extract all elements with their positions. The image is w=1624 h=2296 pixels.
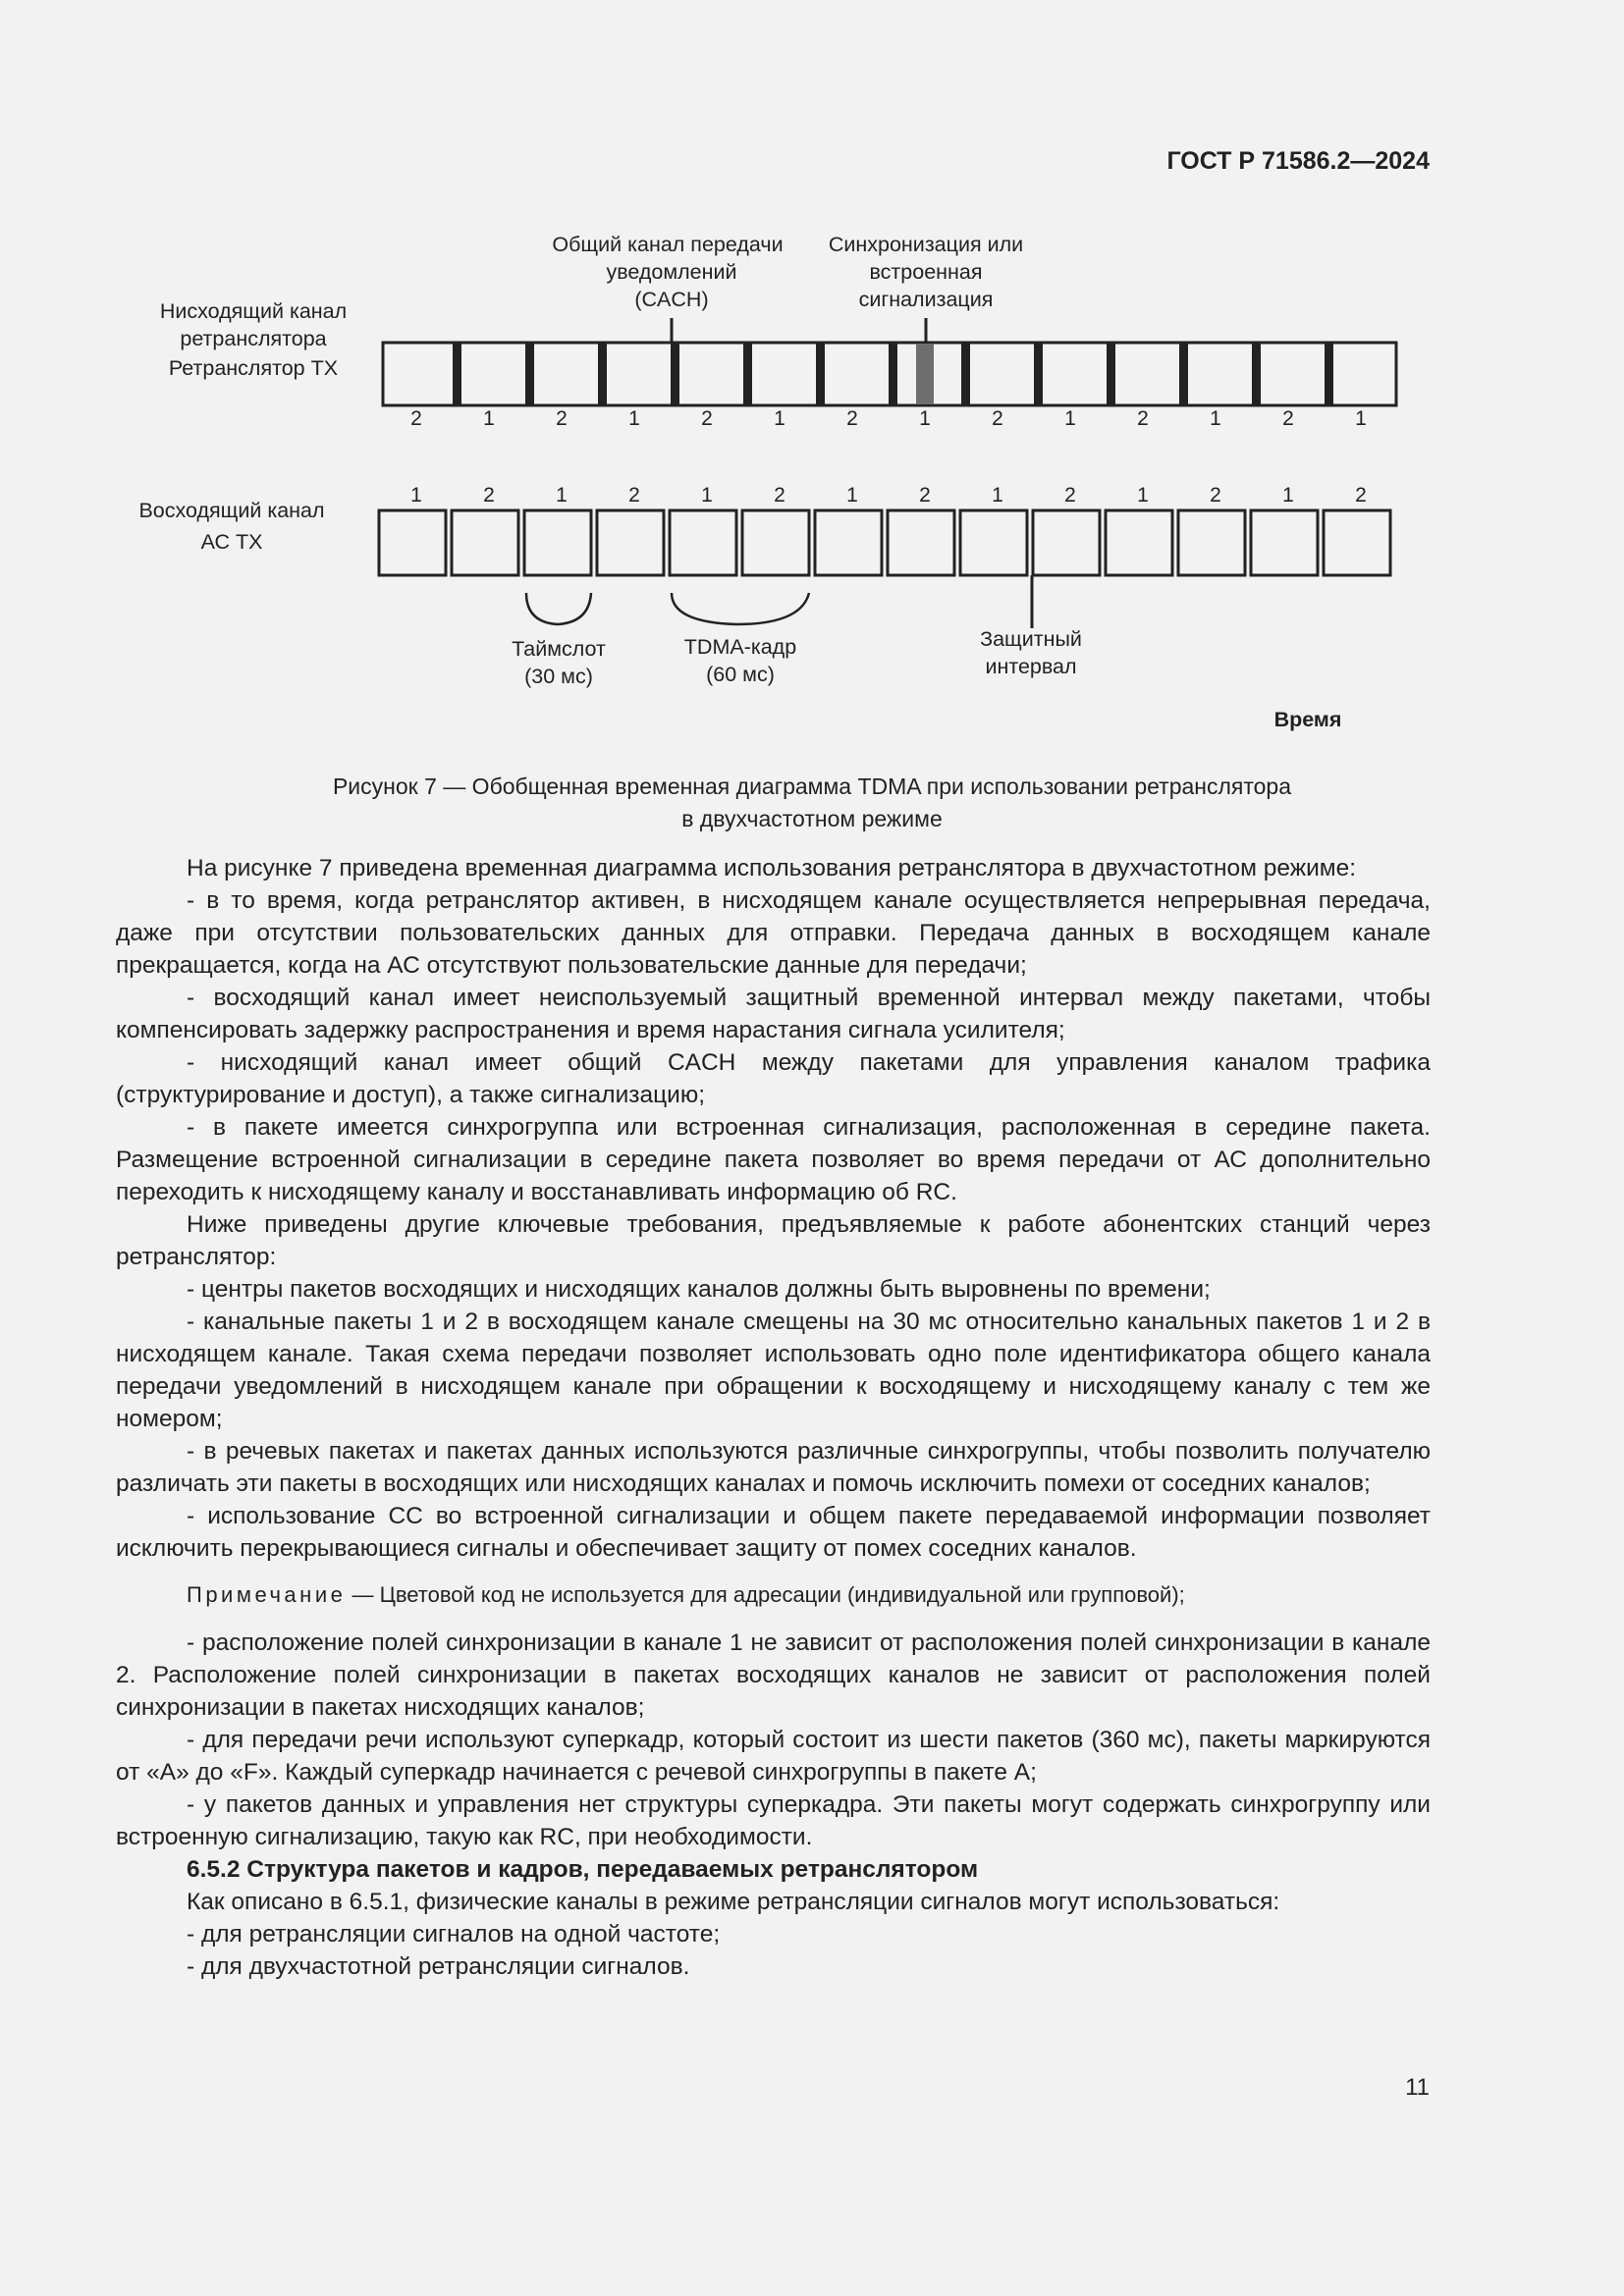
tdma-frame-brace: [672, 593, 809, 624]
downlink-slot-number: 2: [992, 407, 1003, 430]
body-text: [116, 852, 1431, 1983]
uplink-timeslot: [379, 510, 446, 575]
downlink-slot-number: 1: [628, 407, 640, 430]
downlink-label-line1: Нисходящий канал: [159, 299, 348, 323]
downlink-slot-number: 1: [919, 407, 931, 430]
downlink-slot-number: 2: [846, 407, 858, 430]
section-heading: 6.5.2 Структура пакетов и кадров, передаваемых ретранслятором: [187, 1856, 979, 1883]
document-id: ГОСТ Р 71586.2—2024: [1166, 147, 1430, 175]
figure-caption: [0, 771, 1624, 835]
list-item: - центры пакетов восходящих и нисходящих каналов должны быть выровнены по времени;: [187, 1276, 1211, 1303]
downlink-label-line3: Ретранслятор TX: [168, 356, 339, 380]
guard-label-line1: Защитный: [980, 627, 1082, 651]
list-item: - для ретрансляции сигналов на одной частоте;: [187, 1921, 721, 1948]
uplink-slot-number: 1: [1137, 484, 1149, 507]
figure-caption-line1: Рисунок 7 — Обобщенная временная диаграмма TDMA при использовании ретранслятора: [332, 774, 1292, 799]
list-item: - восходящий канал имеет неиспользуемый защитный временной интервал между пакетами, чтобы компенсировать задержку распространения и время нарастания сигнала усилителя;: [116, 985, 1431, 1043]
list-item: - в речевых пакетах и пакетах данных используются различные синхрогруппы, чтобы позволить получателю различать эти пакеты в восходящих или нисходящих каналах и помочь исключить помехи от соседних каналов;: [116, 1438, 1431, 1497]
uplink-timeslot: [452, 510, 518, 575]
list-item: - для передачи речи используют суперкадр, который состоит из шести пакетов (360 мс), пакеты маркируются от «A» до «F». Каждый суперкадр начинается с речевой синхрогруппы в пакете A;: [116, 1727, 1431, 1786]
downlink-slot-number: 2: [556, 407, 568, 430]
sync-label-line1: Синхронизация или: [828, 233, 1024, 256]
page-number: 11: [1405, 2074, 1430, 2101]
tdma-timing-diagram: [0, 0, 1624, 746]
uplink-timeslot: [1324, 510, 1390, 575]
downlink-slot-number: 2: [1282, 407, 1294, 430]
cach-separator: [598, 344, 607, 404]
downlink-slot-number: 1: [1210, 407, 1221, 430]
downlink-slot-number: 1: [483, 407, 495, 430]
cach-separator: [1179, 344, 1188, 404]
uplink-slot-number: 2: [483, 484, 495, 507]
paragraph: Ниже приведены другие ключевые требования, предъявляемые к работе абонентских станций через ретранслятор:: [116, 1211, 1431, 1270]
uplink-slot-number: 2: [1355, 484, 1367, 507]
cach-label-line1: Общий канал передачи: [552, 233, 784, 256]
downlink-slot-number: 1: [1355, 407, 1367, 430]
downlink-slot-number: 2: [410, 407, 422, 430]
cach-separator: [525, 344, 534, 404]
paragraph: На рисунке 7 приведена временная диаграмма использования ретранслятора в двухчастотном режиме:: [187, 855, 1357, 881]
timeslot-label-line2: (30 мс): [524, 665, 593, 688]
cach-separator: [453, 344, 461, 404]
uplink-slot-number: 1: [1282, 484, 1294, 507]
timeslot-brace: [526, 593, 591, 624]
downlink-slot-number: 2: [701, 407, 713, 430]
cach-separator: [889, 344, 897, 404]
tdma-frame-label-line2: (60 мс): [706, 663, 775, 686]
sync-signalling-block: [916, 344, 934, 404]
list-item: - канальные пакеты 1 и 2 в восходящем канале смещены на 30 мс относительно канальных пакетов 1 и 2 в нисходящем канале. Такая схема передачи позволяет использовать одно поле идентификатора общего канала передачи уведомлений в нисходящем канале при обращении к восходящему и нисходящему каналу с тем же номером;: [116, 1308, 1431, 1432]
uplink-slot-number: 1: [410, 484, 422, 507]
uplink-timeslot: [524, 510, 591, 575]
cach-separator: [816, 344, 825, 404]
cach-separator: [1107, 344, 1115, 404]
cach-separator: [1034, 344, 1043, 404]
cach-label-line3: (CACH): [634, 288, 709, 311]
downlink-slot-number: 1: [1064, 407, 1076, 430]
cach-separator: [961, 344, 970, 404]
uplink-timeslot: [888, 510, 954, 575]
downlink-slot-number: 1: [774, 407, 785, 430]
uplink-timeslot: [1106, 510, 1172, 575]
sync-label-line2: встроенная: [869, 260, 983, 284]
tdma-frame-label-line1: TDMA-кадр: [683, 635, 797, 659]
cach-separator: [1325, 344, 1333, 404]
cach-separator: [743, 344, 752, 404]
list-item: - у пакетов данных и управления нет структуры суперкадра. Эти пакеты могут содержать синхрогруппу или встроенную сигнализацию, такую как RC, при необходимости.: [116, 1791, 1431, 1850]
cach-separator: [1252, 344, 1261, 404]
uplink-timeslot: [597, 510, 664, 575]
uplink-slot-number: 2: [1064, 484, 1076, 507]
cach-separator: [671, 344, 679, 404]
uplink-slot-number: 2: [628, 484, 640, 507]
uplink-label-line1: Восходящий канал: [138, 499, 325, 522]
timeslot-label-line1: Таймслот: [512, 637, 606, 661]
uplink-timeslot: [1178, 510, 1245, 575]
uplink-timeslot: [960, 510, 1027, 575]
uplink-slot-number: 2: [919, 484, 931, 507]
downlink-slot-number: 2: [1137, 407, 1149, 430]
uplink-timeslot: [1251, 510, 1318, 575]
list-item: - в то время, когда ретранслятор активен, в нисходящем канале осуществляется непрерывная передача, даже при отсутствии пользовательских данных для отправки. Передача данных в восходящем канале прекращается, когда на АС отсутствуют пользовательские данные для передачи;: [116, 887, 1431, 979]
list-item: - нисходящий канал имеет общий CACH между пакетами для управления каналом трафика (структурирование и доступ), а также сигнализацию;: [116, 1049, 1431, 1108]
uplink-timeslot: [742, 510, 809, 575]
list-item: - в пакете имеется синхрогруппа или встроенная сигнализация, расположенная в середине пакета. Размещение встроенной сигнализации в середине пакета позволяет во время передачи от АС дополнительно переходить к нисходящему каналу и восстанавливать информацию об RC.: [116, 1114, 1431, 1205]
list-item: - для двухчастотной ретрансляции сигналов.: [187, 1953, 690, 1980]
uplink-slot-number: 1: [701, 484, 713, 507]
uplink-timeslot: [1033, 510, 1100, 575]
note: [116, 1578, 1431, 1611]
downlink-label-line2: ретранслятора: [180, 327, 327, 350]
uplink-label-line2: АС TX: [200, 530, 263, 554]
uplink-timeslot: [815, 510, 882, 575]
uplink-slot-number: 1: [556, 484, 568, 507]
uplink-slot-number: 1: [846, 484, 858, 507]
paragraph: Как описано в 6.5.1, физические каналы в режиме ретрансляции сигналов могут использоваться:: [187, 1889, 1280, 1915]
uplink-slot-number: 1: [992, 484, 1003, 507]
uplink-slot-number: 2: [774, 484, 785, 507]
note-label: Примечание: [187, 1582, 347, 1607]
list-item: - использование CC во встроенной сигнализации и общем пакете передаваемой информации позволяет исключить перекрывающиеся сигналы и обеспечивает защиту от помех соседних каналов.: [116, 1503, 1431, 1562]
note-text: — Цветовой код не используется для адресации (индивидуальной или групповой);: [346, 1582, 1185, 1607]
time-axis-label: Время: [1273, 708, 1342, 731]
cach-label-line2: уведомлений: [606, 260, 737, 284]
list-item: - расположение полей синхронизации в канале 1 не зависит от расположения полей синхронизации в канале 2. Расположение полей синхронизации в пакетах восходящих каналов не зависит от расположения полей синхронизации в пакетах нисходящих каналов;: [116, 1629, 1431, 1721]
sync-label-line3: сигнализация: [858, 288, 994, 311]
uplink-slot-number: 2: [1210, 484, 1221, 507]
figure-caption-line2: в двухчастотном режиме: [681, 806, 943, 831]
guard-label-line2: интервал: [985, 655, 1077, 678]
uplink-timeslot: [670, 510, 736, 575]
